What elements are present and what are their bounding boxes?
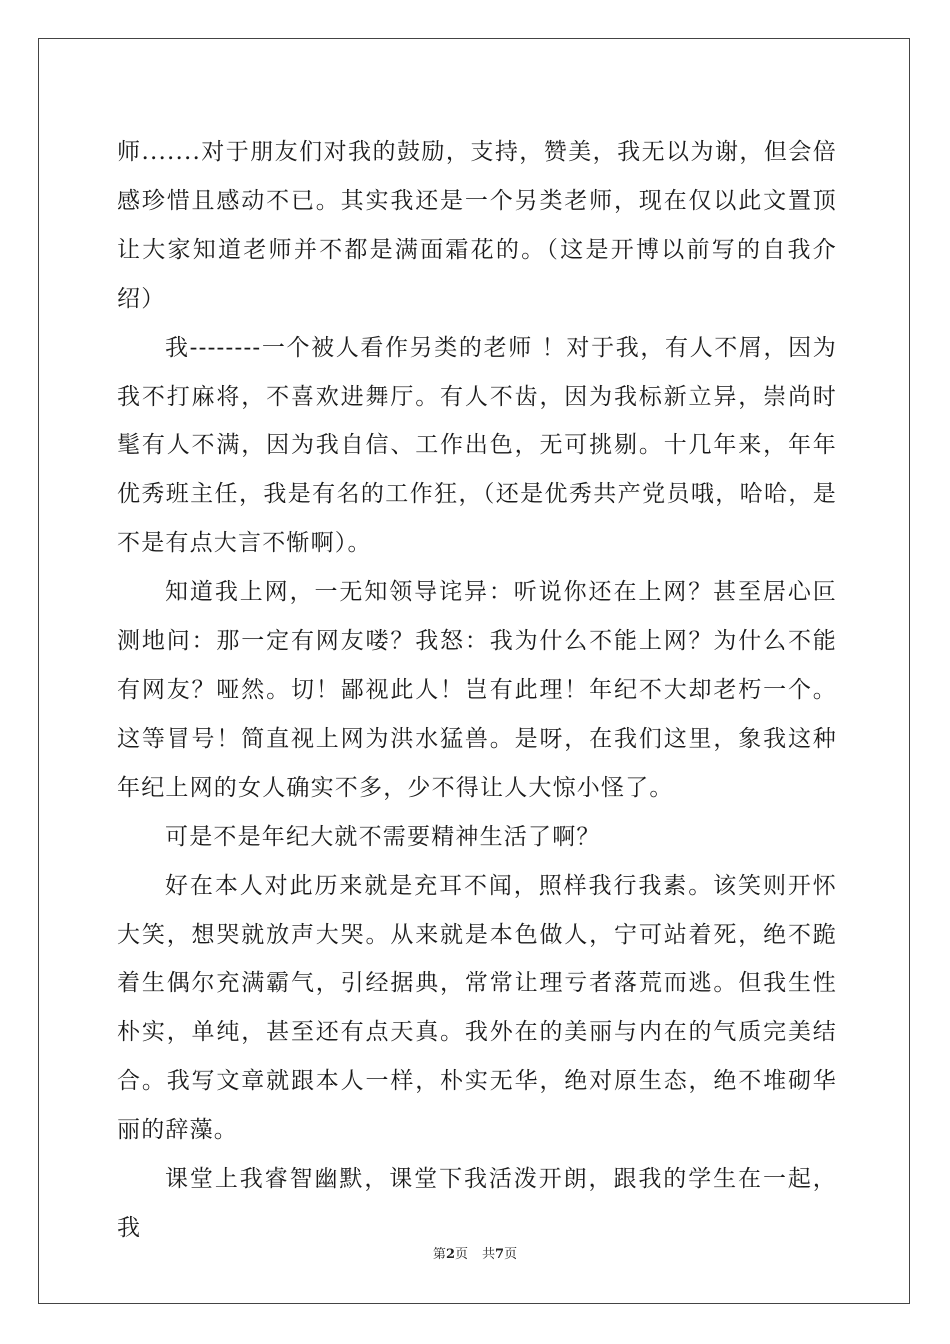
- paragraph-4: 可是不是年纪大就不需要精神生活了啊？: [165, 823, 601, 850]
- page-prefix: 第: [432, 1247, 446, 1262]
- paragraph-1: 师.......对于朋友们对我的鼓励，支持，赞美，我无以为谢，但会倍感珍惜且感动不已。其实我还是一个另类老师，现在仅以此文置顶让大家知道老师并不都是满面霜花的。（这是开博以前写的自我介绍）: [117, 139, 837, 312]
- page-number: 2: [445, 1247, 455, 1262]
- paragraph-3: 知道我上网，一无知领导诧异：听说你还在上网？甚至居心叵测地问：那一定有网友喽？我怒：我为什么不能上网？为什么不能有网友？哑然。切！鄙视此人！岂有此理！年纪不大却老朽一个。这等冒号！简直视上网为洪水猛兽。是呀，在我们这里，象我这种年纪上网的女人确实不多，少不得让人大惊小怪了。: [117, 579, 837, 801]
- total-prefix: 共: [482, 1247, 496, 1262]
- paragraph-5: 好在本人对此历来就是充耳不闻，照样我行我素。该笑则开怀大笑，想哭就放声大哭。从来就是本色做人，宁可站着死，绝不跪着生偶尔充满霸气，引经据典，常常让理亏者落荒而逃。但我生性朴实，单纯，甚至还有点天真。我外在的美丽与内在的气质完美结合。我写文章就跟本人一样，朴实无华，绝对原生态，绝不堆砌华丽的辞藻。: [117, 872, 837, 1144]
- paragraph-2: 我--------一个被人看作另类的老师 ！对于我，有人不屑，因为我不打麻将，不喜欢进舞厅。有人不齿，因为我标新立异，崇尚时髦有人不满，因为我自信、工作出色，无可挑剔。十几年来，年年优秀班主任，我是有名的工作狂，（还是优秀共产党员哦，哈哈，是不是有点大言不惭啊）。: [117, 334, 837, 557]
- document-body: [117, 128, 837, 1253]
- total-pages: 7: [495, 1247, 505, 1262]
- page-suffix: 页: [454, 1247, 468, 1262]
- page-footer: [0, 1247, 950, 1263]
- paragraph-6: 课堂上我睿智幽默，课堂下我活泼开朗，跟我的学生在一起，我: [117, 1166, 837, 1241]
- total-suffix: 页: [504, 1247, 518, 1262]
